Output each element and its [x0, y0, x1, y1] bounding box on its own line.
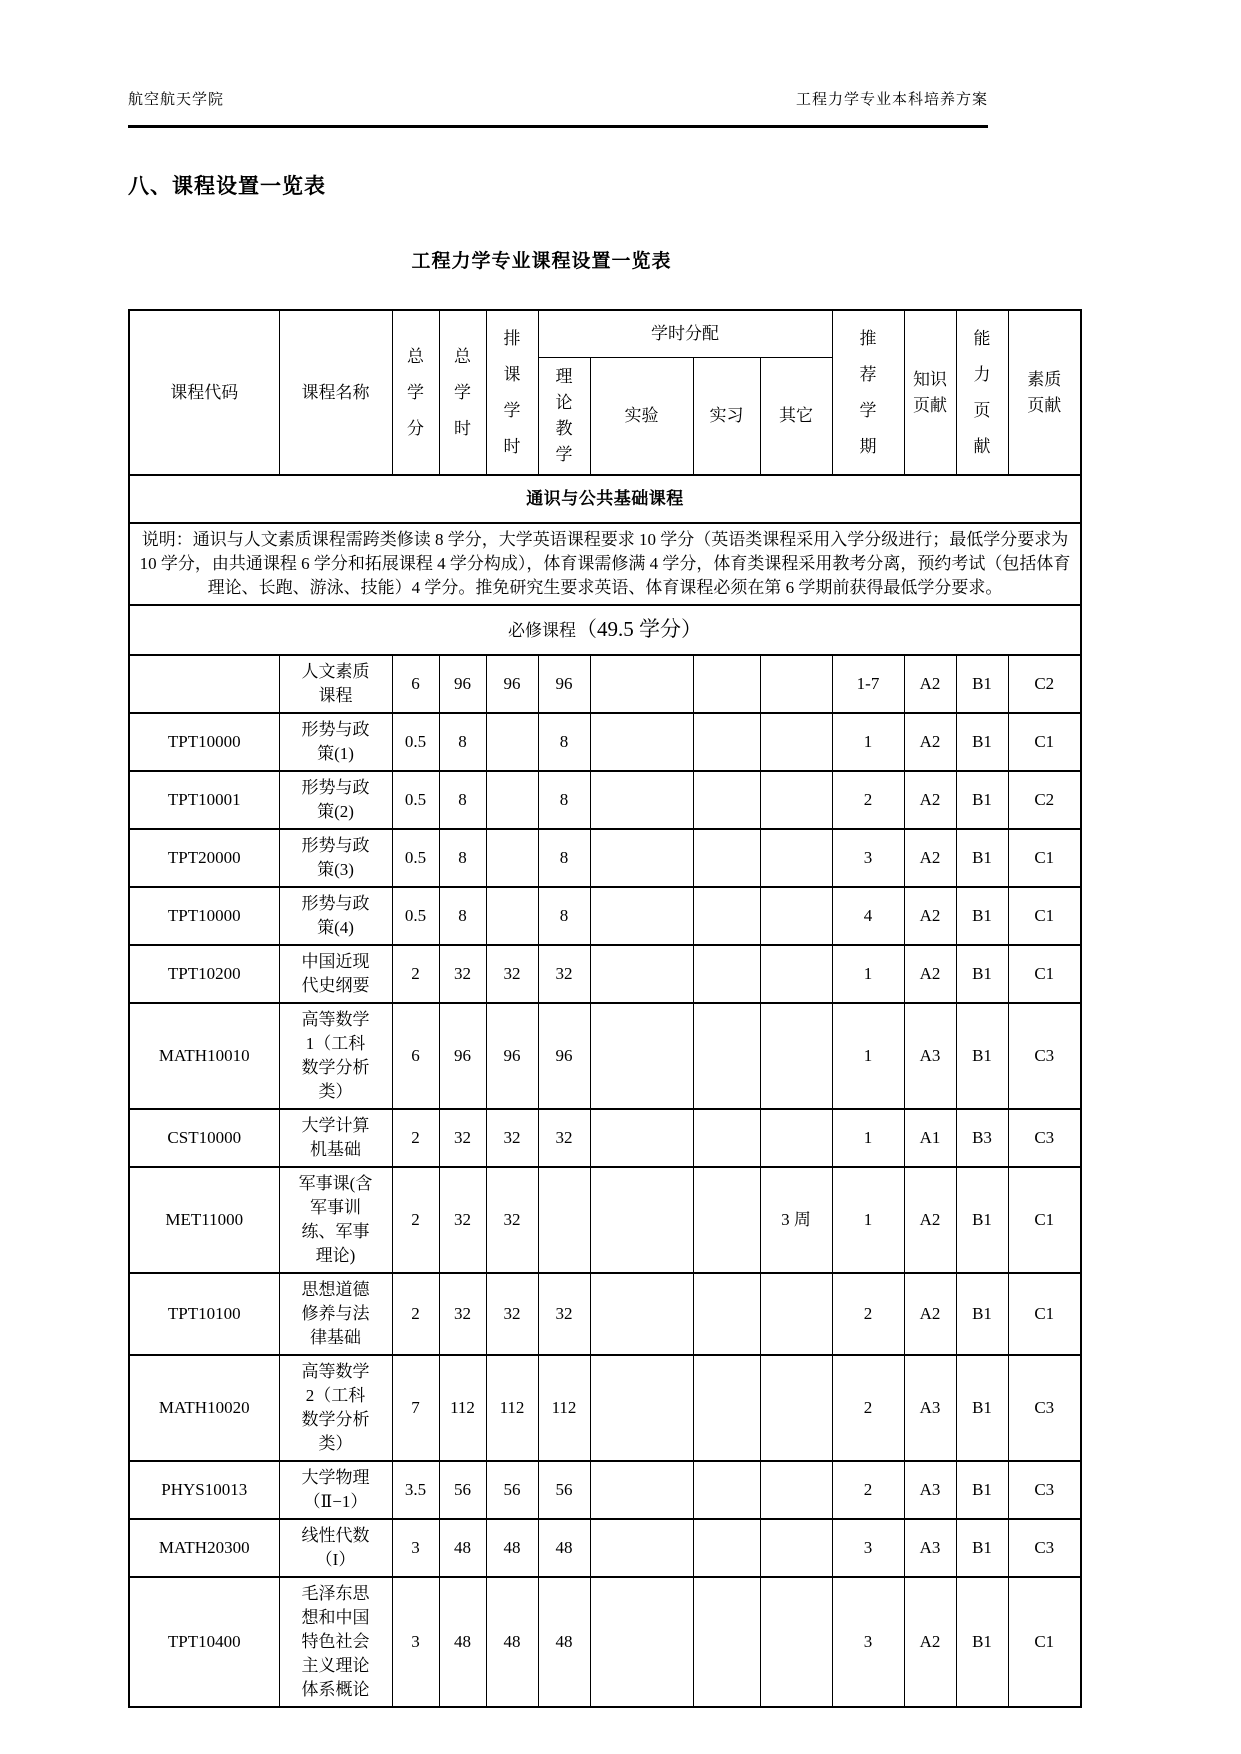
theory-hours: 8 [538, 829, 590, 887]
course-name: 军事课(含军事训练、军事理论) [279, 1167, 392, 1273]
other-hours [760, 1273, 832, 1355]
quality-contribution: C1 [1008, 713, 1081, 771]
course-code: TPT10200 [129, 945, 279, 1003]
total-credits: 3 [392, 1577, 439, 1707]
total-hours: 8 [439, 713, 486, 771]
course-name: 形势与政策(4) [279, 887, 392, 945]
experiment-hours [590, 887, 693, 945]
header-row-top [129, 310, 1081, 358]
knowledge-contribution: A2 [904, 945, 956, 1003]
knowledge-contribution: A2 [904, 1167, 956, 1273]
experiment-hours [590, 945, 693, 1003]
course-code: TPT10001 [129, 771, 279, 829]
total-hours: 96 [439, 655, 486, 713]
course-name: 毛泽东思想和中国特色社会主义理论体系概论 [279, 1577, 392, 1707]
col-header-other: 其它 [760, 358, 832, 476]
quality-contribution: C1 [1008, 1577, 1081, 1707]
scheduled-hours [486, 713, 538, 771]
total-hours: 32 [439, 945, 486, 1003]
total-hours: 56 [439, 1461, 486, 1519]
other-hours [760, 1003, 832, 1109]
recommended-semester: 4 [832, 887, 904, 945]
recommended-semester: 2 [832, 1461, 904, 1519]
total-hours: 8 [439, 887, 486, 945]
course-code: PHYS10013 [129, 1461, 279, 1519]
course-code: TPT10000 [129, 887, 279, 945]
table-row [129, 1273, 1081, 1355]
experiment-hours [590, 713, 693, 771]
recommended-semester: 2 [832, 1273, 904, 1355]
running-header-left: 航空航天学院 [128, 92, 225, 108]
quality-contribution: C1 [1008, 1273, 1081, 1355]
table-row [129, 655, 1081, 713]
knowledge-contribution: A3 [904, 1519, 956, 1577]
section-heading: 八、课程设置一览表 [128, 174, 326, 198]
theory-hours: 8 [538, 771, 590, 829]
experiment-hours [590, 1003, 693, 1109]
ability-contribution: B1 [956, 1355, 1008, 1461]
theory-hours: 56 [538, 1461, 590, 1519]
theory-hours: 8 [538, 713, 590, 771]
col-header-theory: 理论教学 [538, 358, 590, 476]
course-code: MATH10010 [129, 1003, 279, 1109]
total-credits: 6 [392, 655, 439, 713]
course-code: CST10000 [129, 1109, 279, 1167]
scheduled-hours: 56 [486, 1461, 538, 1519]
ability-contribution: B1 [956, 771, 1008, 829]
experiment-hours [590, 771, 693, 829]
course-name: 形势与政策(3) [279, 829, 392, 887]
ability-contribution: B1 [956, 713, 1008, 771]
quality-contribution: C3 [1008, 1003, 1081, 1109]
total-hours: 8 [439, 829, 486, 887]
quality-contribution: C1 [1008, 829, 1081, 887]
total-hours: 48 [439, 1577, 486, 1707]
internship-hours [693, 1109, 760, 1167]
col-header-hours-allocation: 学时分配 [538, 310, 832, 358]
recommended-semester: 1 [832, 1003, 904, 1109]
other-hours [760, 945, 832, 1003]
scheduled-hours [486, 887, 538, 945]
col-header-knowledge-contribution: 知识页献 [904, 310, 956, 475]
recommended-semester: 1 [832, 713, 904, 771]
knowledge-contribution: A3 [904, 1355, 956, 1461]
total-credits: 6 [392, 1003, 439, 1109]
ability-contribution: B1 [956, 887, 1008, 945]
quality-contribution: C3 [1008, 1461, 1081, 1519]
knowledge-contribution: A3 [904, 1461, 956, 1519]
total-credits: 0.5 [392, 829, 439, 887]
internship-hours [693, 1003, 760, 1109]
other-hours [760, 829, 832, 887]
experiment-hours [590, 829, 693, 887]
theory-hours: 96 [538, 1003, 590, 1109]
knowledge-contribution: A2 [904, 1273, 956, 1355]
other-hours [760, 655, 832, 713]
other-hours [760, 887, 832, 945]
scheduled-hours: 48 [486, 1577, 538, 1707]
note-row [129, 523, 1081, 605]
scheduled-hours: 32 [486, 1109, 538, 1167]
col-header-total-credits: 总学分 [392, 310, 439, 475]
total-hours: 32 [439, 1273, 486, 1355]
course-name: 思想道德修养与法律基础 [279, 1273, 392, 1355]
scheduled-hours: 32 [486, 1167, 538, 1273]
scheduled-hours [486, 771, 538, 829]
table-row [129, 771, 1081, 829]
theory-hours: 96 [538, 655, 590, 713]
col-header-internship: 实习 [693, 358, 760, 476]
course-code: TPT10100 [129, 1273, 279, 1355]
other-hours [760, 1577, 832, 1707]
internship-hours [693, 945, 760, 1003]
recommended-semester: 2 [832, 771, 904, 829]
knowledge-contribution: A2 [904, 713, 956, 771]
running-header-right: 工程力学专业本科培养方案 [795, 92, 988, 108]
scheduled-hours [486, 829, 538, 887]
total-credits: 2 [392, 1109, 439, 1167]
col-header-total-hours: 总学时 [439, 310, 486, 475]
ability-contribution: B1 [956, 945, 1008, 1003]
knowledge-contribution: A2 [904, 887, 956, 945]
experiment-hours [590, 1167, 693, 1273]
internship-hours [693, 1167, 760, 1273]
other-hours [760, 1109, 832, 1167]
total-hours: 32 [439, 1167, 486, 1273]
theory-hours: 32 [538, 945, 590, 1003]
course-name: 线性代数（I） [279, 1519, 392, 1577]
course-code: TPT10400 [129, 1577, 279, 1707]
col-header-ability-contribution: 能力页献 [956, 310, 1008, 475]
knowledge-contribution: A2 [904, 829, 956, 887]
page-running-header [128, 88, 988, 128]
experiment-hours [590, 1519, 693, 1577]
course-code: MATH20300 [129, 1519, 279, 1577]
internship-hours [693, 1273, 760, 1355]
table-row [129, 1003, 1081, 1109]
ability-contribution: B1 [956, 1577, 1008, 1707]
required-band-row [129, 605, 1081, 655]
internship-hours [693, 1519, 760, 1577]
internship-hours [693, 1355, 760, 1461]
recommended-semester: 2 [832, 1355, 904, 1461]
total-hours: 96 [439, 1003, 486, 1109]
category-band: 通识与公共基础课程 [129, 475, 1081, 523]
course-table [128, 309, 1082, 1708]
table-row [129, 1355, 1081, 1461]
scheduled-hours: 96 [486, 655, 538, 713]
course-code [129, 655, 279, 713]
course-name: 大学计算机基础 [279, 1109, 392, 1167]
course-name: 大学物理（Ⅱ−1） [279, 1461, 392, 1519]
total-credits: 0.5 [392, 771, 439, 829]
total-credits: 0.5 [392, 713, 439, 771]
total-credits: 0.5 [392, 887, 439, 945]
ability-contribution: B1 [956, 1003, 1008, 1109]
course-name: 高等数学2（工科数学分析类） [279, 1355, 392, 1461]
ability-contribution: B1 [956, 829, 1008, 887]
ability-contribution: B1 [956, 1167, 1008, 1273]
required-band-credits: （49.5 学分） [576, 617, 702, 641]
experiment-hours [590, 1273, 693, 1355]
ability-contribution: B3 [956, 1109, 1008, 1167]
total-hours: 112 [439, 1355, 486, 1461]
recommended-semester: 3 [832, 829, 904, 887]
internship-hours [693, 1577, 760, 1707]
course-name: 高等数学1（工科数学分析类） [279, 1003, 392, 1109]
experiment-hours [590, 1355, 693, 1461]
quality-contribution: C1 [1008, 945, 1081, 1003]
other-hours: 3 周 [760, 1167, 832, 1273]
other-hours [760, 713, 832, 771]
experiment-hours [590, 1461, 693, 1519]
knowledge-contribution: A2 [904, 771, 956, 829]
course-name: 形势与政策(2) [279, 771, 392, 829]
table-row [129, 1519, 1081, 1577]
recommended-semester: 3 [832, 1577, 904, 1707]
scheduled-hours: 32 [486, 945, 538, 1003]
quality-contribution: C2 [1008, 655, 1081, 713]
total-credits: 2 [392, 1273, 439, 1355]
recommended-semester: 3 [832, 1519, 904, 1577]
knowledge-contribution: A1 [904, 1109, 956, 1167]
table-row [129, 945, 1081, 1003]
total-hours: 48 [439, 1519, 486, 1577]
course-code: TPT20000 [129, 829, 279, 887]
required-band [129, 605, 1081, 655]
quality-contribution: C2 [1008, 771, 1081, 829]
experiment-hours [590, 655, 693, 713]
category-band-row [129, 475, 1081, 523]
quality-contribution: C3 [1008, 1109, 1081, 1167]
quality-contribution: C3 [1008, 1519, 1081, 1577]
internship-hours [693, 829, 760, 887]
scheduled-hours: 32 [486, 1273, 538, 1355]
course-code: MET11000 [129, 1167, 279, 1273]
total-hours: 32 [439, 1109, 486, 1167]
experiment-hours [590, 1577, 693, 1707]
theory-hours: 112 [538, 1355, 590, 1461]
course-name: 人文素质课程 [279, 655, 392, 713]
col-header-quality-contribution: 素质页献 [1008, 310, 1081, 475]
table-row [129, 1109, 1081, 1167]
ability-contribution: B1 [956, 1273, 1008, 1355]
scheduled-hours: 48 [486, 1519, 538, 1577]
knowledge-contribution: A2 [904, 655, 956, 713]
total-hours: 8 [439, 771, 486, 829]
internship-hours [693, 1461, 760, 1519]
other-hours [760, 1461, 832, 1519]
scheduled-hours: 96 [486, 1003, 538, 1109]
knowledge-contribution: A2 [904, 1577, 956, 1707]
total-credits: 3.5 [392, 1461, 439, 1519]
required-band-label: 必修课程 [508, 621, 576, 640]
total-credits: 2 [392, 1167, 439, 1273]
quality-contribution: C3 [1008, 1355, 1081, 1461]
table-title: 工程力学专业课程设置一览表 [411, 251, 672, 272]
col-header-course-name: 课程名称 [279, 310, 392, 475]
table-row [129, 1577, 1081, 1707]
theory-hours: 48 [538, 1577, 590, 1707]
other-hours [760, 1519, 832, 1577]
theory-hours: 32 [538, 1273, 590, 1355]
col-header-experiment: 实验 [590, 358, 693, 476]
course-code: MATH10020 [129, 1355, 279, 1461]
theory-hours: 32 [538, 1109, 590, 1167]
course-code: TPT10000 [129, 713, 279, 771]
theory-hours [538, 1167, 590, 1273]
other-hours [760, 771, 832, 829]
table-row [129, 1167, 1081, 1273]
total-credits: 7 [392, 1355, 439, 1461]
theory-hours: 48 [538, 1519, 590, 1577]
ability-contribution: B1 [956, 1461, 1008, 1519]
recommended-semester: 1 [832, 1109, 904, 1167]
scheduled-hours: 112 [486, 1355, 538, 1461]
internship-hours [693, 713, 760, 771]
total-credits: 3 [392, 1519, 439, 1577]
col-header-recommended-semester: 推荐学期 [832, 310, 904, 475]
recommended-semester: 1 [832, 1167, 904, 1273]
note-text: 说明：通识与人文素质课程需跨类修读 8 学分，大学英语课程要求 10 学分（英语类课程采用入学分级进行；最低学分要求为 10 学分，由共通课程 6 学分和拓展课程 4 学分构成），体育课需修满 4 学分，体育类课程采用教考分离，预约考试（包括体育理论、长跑、游泳、技能）4 学分。推免研究生要求英语、体育课程必须在第 6 学期前获得最低学分要求。 [129, 523, 1081, 605]
ability-contribution: B1 [956, 1519, 1008, 1577]
course-rows [129, 310, 1081, 1707]
theory-hours: 8 [538, 887, 590, 945]
recommended-semester: 1 [832, 945, 904, 1003]
table-row [129, 829, 1081, 887]
col-header-scheduled-hours: 排课学时 [486, 310, 538, 475]
other-hours [760, 1355, 832, 1461]
internship-hours [693, 887, 760, 945]
table-row [129, 713, 1081, 771]
quality-contribution: C1 [1008, 1167, 1081, 1273]
table-row [129, 1461, 1081, 1519]
ability-contribution: B1 [956, 655, 1008, 713]
course-name: 中国近现代史纲要 [279, 945, 392, 1003]
total-credits: 2 [392, 945, 439, 1003]
internship-hours [693, 771, 760, 829]
internship-hours [693, 655, 760, 713]
col-header-course-code: 课程代码 [129, 310, 279, 475]
recommended-semester: 1-7 [832, 655, 904, 713]
experiment-hours [590, 1109, 693, 1167]
quality-contribution: C1 [1008, 887, 1081, 945]
course-name: 形势与政策(1) [279, 713, 392, 771]
table-row [129, 887, 1081, 945]
knowledge-contribution: A3 [904, 1003, 956, 1109]
